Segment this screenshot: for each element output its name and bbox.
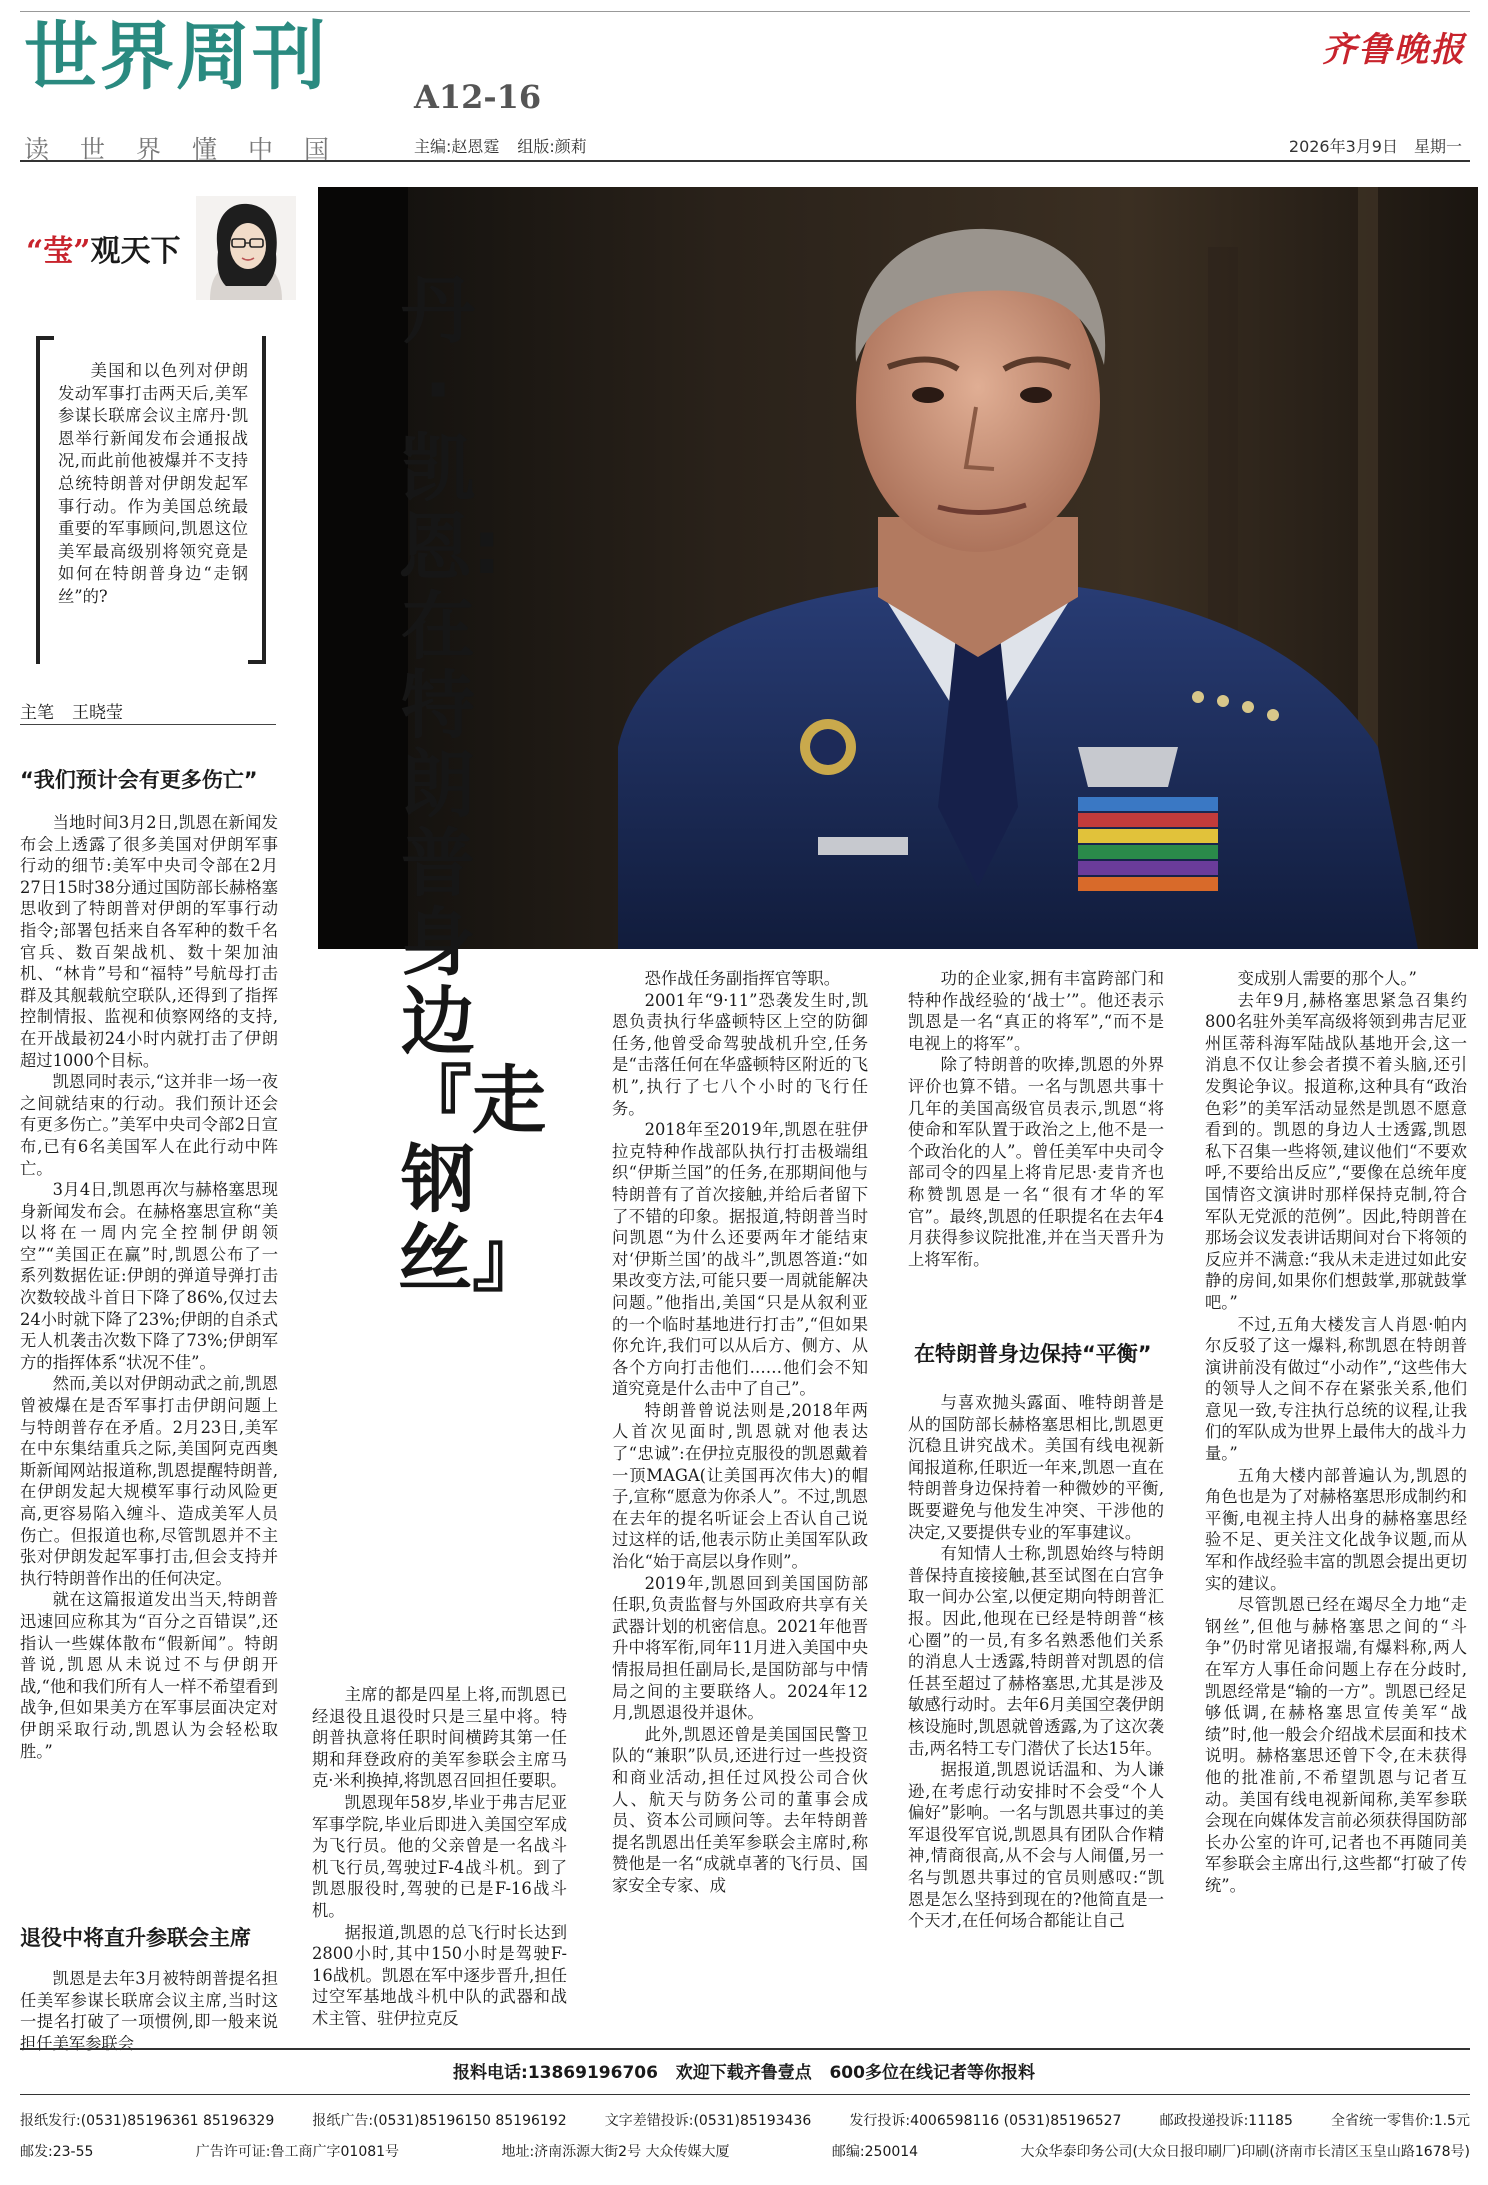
footer-hotline: 报料电话:13869196706 欢迎下载齐鲁壹点 600多位在线记者等你报料	[453, 2063, 1035, 2083]
layout-editor: 组版:颜莉	[517, 137, 587, 156]
masthead: 世界周刊	[24, 14, 328, 100]
lead-paragraph: 美国和以色列对伊朗发动军事打击两天后,美军参谋长联席会议主席丹·凯恩举行新闻发布会通报战况,而此前他被爆并不支持总统特朗普对伊朗发起军事行动。作为美国总统最重要的军事顾问,凯恩这位美军最高级别将领究竟是如何在特朗普身边“走钢丝”的?	[58, 361, 248, 606]
brand-logo: 齐鲁晚报	[1322, 30, 1466, 70]
byline: 主笔 王晓莹	[20, 703, 123, 723]
body-column-5: 变成别人需要的那个人。” 去年9月,赫格塞思紧急召集约800名驻外美军高级将领到弗吉尼亚州匡蒂科海军陆战队基地开会,这一消息不仅让参会者摸不着头脑,还引发舆论争议。报道称,这种具有“政治色彩”的美军活动显然是凯恩不愿意看到的。凯恩的身边人士透露,凯恩私下召集一些将领,建议他们“不要欢呼,不要给出反应”,“要像在总统年度国情咨文演讲时那样保持克制,符合军队无党派的范例”。因此,特朗普在那场会议发表讲话期间对台下将领的反应并不满意:“我从未走进过如此安静的房间,如果你们想鼓掌,那就鼓掌吧。” 不过,五角大楼发言人肖恩·帕内尔反驳了这一爆料,称凯恩在特朗普演讲前没有做过“小动作”,“这些伟大的领导人之间不存在紧张关系,他们意见一致,专注执行总统的议程,让我们的军队成为世界上最伟大的战斗力量。” 五角大楼内部普遍认为,凯恩的角色也是为了对赫格塞思形成制约和平衡,电视主持人出身的赫格塞思经验不足、更关注文化战争议题,而从军和作战经验丰富的凯恩会提出更切实的建议。 尽管凯恩已经在竭尽全力地“走钢丝”,但他与赫格塞思之间的“斗争”仍时常见诸报端,有爆料称,两人在军方人事任命问题上存在分歧时,凯恩经常是“输的一方”。凯恩已经足够低调,在赫格塞思宣传美军“战绩”时,他一般会介绍战术层面和技术说明。赫格塞思还曾下令,在未获得他的批准前,不希望凯恩与记者互动。美国有线电视新闻称,美军参联会现在向媒体发言前必须获得国防部长办公室的许可,记者也不再随同美军参联会主席出行,这些都“打破了传统”。	[1205, 969, 1467, 1895]
body-column-4: 功的企业家,拥有丰富跨部门和特种作战经验的‘战士’”。他还表示凯恩是一名“真正的将军”,“而不是电视上的将军”。 除了特朗普的吹捧,凯恩的外界评价也算不错。一名与凯恩共事十几年的美国高级官员表示,凯恩“将使命和军队置于政治之上,他不是一个政治化的人”。曾任美军中央司令部司令的四星上将肯尼思·麦肯齐也称赞凯恩是一名“很有才华的军官”。最终,凯恩的任职提名在去年4月获得参议院批准,并在当天晋升为上将军衔。	[908, 969, 1164, 1269]
chief-editor: 主编:赵恩霆	[414, 137, 500, 156]
editors	[414, 134, 605, 157]
column-title: “莹”观天下	[26, 234, 181, 269]
footer-publisher: 邮发:23-55 广告许可证:鲁工商广字01081号 地址:济南泺源大街2号 大众传媒大厦 邮编:250014 大众华泰印务公司(大众日报印刷厂)印刷(济南市长清区玉皇山路1678号)	[20, 2144, 1470, 2160]
tagline: 读世界懂中国	[24, 135, 361, 164]
section-heading-1: “我们预计会有更多伤亡”	[20, 768, 258, 792]
body-column-3: 恐作战任务副指挥官等职。 2001年“9·11”恐袭发生时,凯恩负责执行华盛顿特区上空的防御任务,他曾受命驾驶战机升空,任务是“击落任何在华盛顿特区附近的飞机”,执行了七八个小时的飞行任务。 2018年至2019年,凯恩在驻伊拉克特种作战部队执行打击极端组织“伊斯兰国”的任务,在那期间他与特朗普有了首次接触,并给后者留下了不错的印象。据报道,特朗普当时问凯恩“为什么还要两年才能结束对‘伊斯兰国’的战斗”,凯恩答道:“如果改变方法,可能只要一周就能解决问题。”他指出,美国“只是从叙利亚的一个临时基地进行打击”,“但如果你允许,我们可以从后方、侧方、从各个方向打击他们……他们会不知道究竟是什么击中了自己”。 特朗普曾说法则是,2018年两人首次见面时,凯恩就对他表达了“忠诚”:在伊拉克服役的凯恩戴着一顶MAGA(让美国再次伟大)的帽子,宣称“愿意为你杀人”。不过,凯恩在去年的提名听证会上否认自己说过这样的话,他表示防止美国军队政治化“始于高层以身作则”。 2019年,凯恩回到美国国防部任职,负责监督与外国政府共享有关武器计划的机密信息。2021年他晋升中将军衔,同年11月进入美国中央情报局担任副局长,是国防部与中情局之间的主要联络人。2024年12月,凯恩退役并退休。 此外,凯恩还曾是美国国民警卫队的“兼职”队员,还进行过一些投资和商业活动,担任过风投公司合伙人、航天与防务公司的董事会成员、资本公司顾问等。去年特朗普提名凯恩出任美军参联会主席时,称赞他是一名“成就卓著的飞行员、国家安全专家、成	[612, 969, 868, 1895]
headline-vertical: 丹·凯恩:在特朗普身边『走钢丝』	[398, 268, 546, 1302]
dateline	[1273, 134, 1462, 157]
section-heading-3: 在特朗普身边保持“平衡”	[914, 1342, 1152, 1366]
body-column-1-cont: 凯恩是去年3月被特朗普提名担任美军参谋长联席会议主席,当时这一提名打破了一项惯例,即一般来说担任美军参联会	[20, 1969, 278, 2053]
body-column-1: 当地时间3月2日,凯恩在新闻发布会上透露了很多美国对伊朗军事行动的细节:美军中央司令部在2月27日15时38分通过国防部长赫格塞思收到了特朗普对伊朗的军事行动指令;部署包括来自各军种的数千名官兵、数百架战机、数十架加油机、“林肯”号和“福特”号航母打击群及其舰载航空联队,还得到了指挥控制情报、监视和侦察网络的支持,在开战最初24小时内就打击了伊朗超过1000个目标。 凯恩同时表示,“这并非一场一夜之间就结束的行动。我们预计还会有更多伤亡。”美军中央司令部2日宣布,已有6名美国军人在此行动中阵亡。 3月4日,凯恩再次与赫格塞思现身新闻发布会。在赫格塞思宣称“美以将在一周内完全控制伊朗领空”“美国正在赢”时,凯恩公布了一系列数据佐证:伊朗的弹道导弹打击次数较战斗首日下降了86%,仅过去24小时就下降了23%;伊朗的自杀式无人机袭击次数下降了73%;伊朗军方的指挥体系“状况不佳”。 然而,美以对伊朗动武之前,凯恩曾被爆在是否军事打击伊朗问题上与特朗普存在矛盾。2月23日,美军在中东集结重兵之际,美国阿克西奥斯新闻网站报道称,凯恩提醒特朗普,在伊朗发起大规模军事行动风险更高,更容易陷入缠斗、造成美军人员伤亡。但报道也称,尽管凯恩并不主张对伊朗发起军事打击,但会支持并执行特朗普作出的任何决定。 就在这篇报道发出当天,特朗普迅速回应称其为“百分之百错误”,还指认一些媒体散布“假新闻”。特朗普说,凯恩从未说过不与伊朗开战,“他和我们所有人一样不希望看到战争,但如果美方在军事层面决定对伊朗采取行动,凯恩认为会轻松取胜。”	[20, 813, 278, 1761]
columnist-avatar	[196, 196, 296, 300]
footer-contacts: 报纸发行:(0531)85196361 85196329 报纸广告:(0531)85196150 85196192 文字差错投诉:(0531)85193436 发行投诉:4006598116 (0531)85196527 邮政投递投诉:11185 全省统一零售价:1.5元	[20, 2113, 1470, 2129]
column-name: 莹	[43, 234, 74, 269]
body-column-4-cont: 与喜欢抛头露面、唯特朗普是从的国防部长赫格塞思相比,凯恩更沉稳且讲究战术。美国有线电视新闻报道称,任职近一年来,凯恩一直在特朗普身边保持着一种微妙的平衡,既要避免与他发生冲突、干涉他的决定,又要提供专业的军事建议。 有知情人士称,凯恩始终与特朗普保持直接接触,甚至试图在白宫争取一间办公室,以便定期向特朗普汇报。因此,他现在已经是特朗普“核心圈”的一员,有多名熟悉他们关系的消息人士透露,特朗普对凯恩的信任甚至超过了赫格塞思,尤其是涉及敏感行动时。去年6月美国空袭伊朗核设施时,凯恩就曾透露,为了这次袭击,两名特工专门潜伏了长达15年。 据报道,凯恩说话温和、为人谦逊,在考虑行动安排时不会受“个人偏好”影响。一名与凯恩共事过的美军退役军官说,凯恩具有团队合作精神,情商很高,从不会与人闹僵,另一名与凯恩共事过的官员则感叹:“凯恩是怎么坚持到现在的?他简直是一个天才,在任何场合都能让自己	[908, 1393, 1164, 1931]
weekday: 星期一	[1413, 137, 1462, 156]
page-number: A12-16	[414, 78, 542, 116]
body-column-2: 主席的都是四星上将,而凯恩已经退役且退役时只是三星中将。特朗普执意将任职时间横跨其第一任期和拜登政府的美军参联会主席马克·米利换掉,将凯恩召回担任要职。 凯恩现年58岁,毕业于弗吉尼亚军事学院,毕业后即进入美国空军成为飞行员。他的父亲曾是一名战斗机飞行员,驾驶过F-4战斗机。到了凯恩服役时,驾驶的已是F-16战斗机。 据报道,凯恩的总飞行时长达到2800小时,其中150小时是驾驶F-16战机。凯恩在军中逐步晋升,担任过空军基地战斗机中队的武器和战术主管、驻伊拉克反	[312, 1685, 567, 2028]
author-name: 王晓莹	[72, 703, 123, 723]
date: 2026年3月9日	[1288, 137, 1398, 156]
section-heading-2: 退役中将直升参联会主席	[20, 1926, 251, 1950]
